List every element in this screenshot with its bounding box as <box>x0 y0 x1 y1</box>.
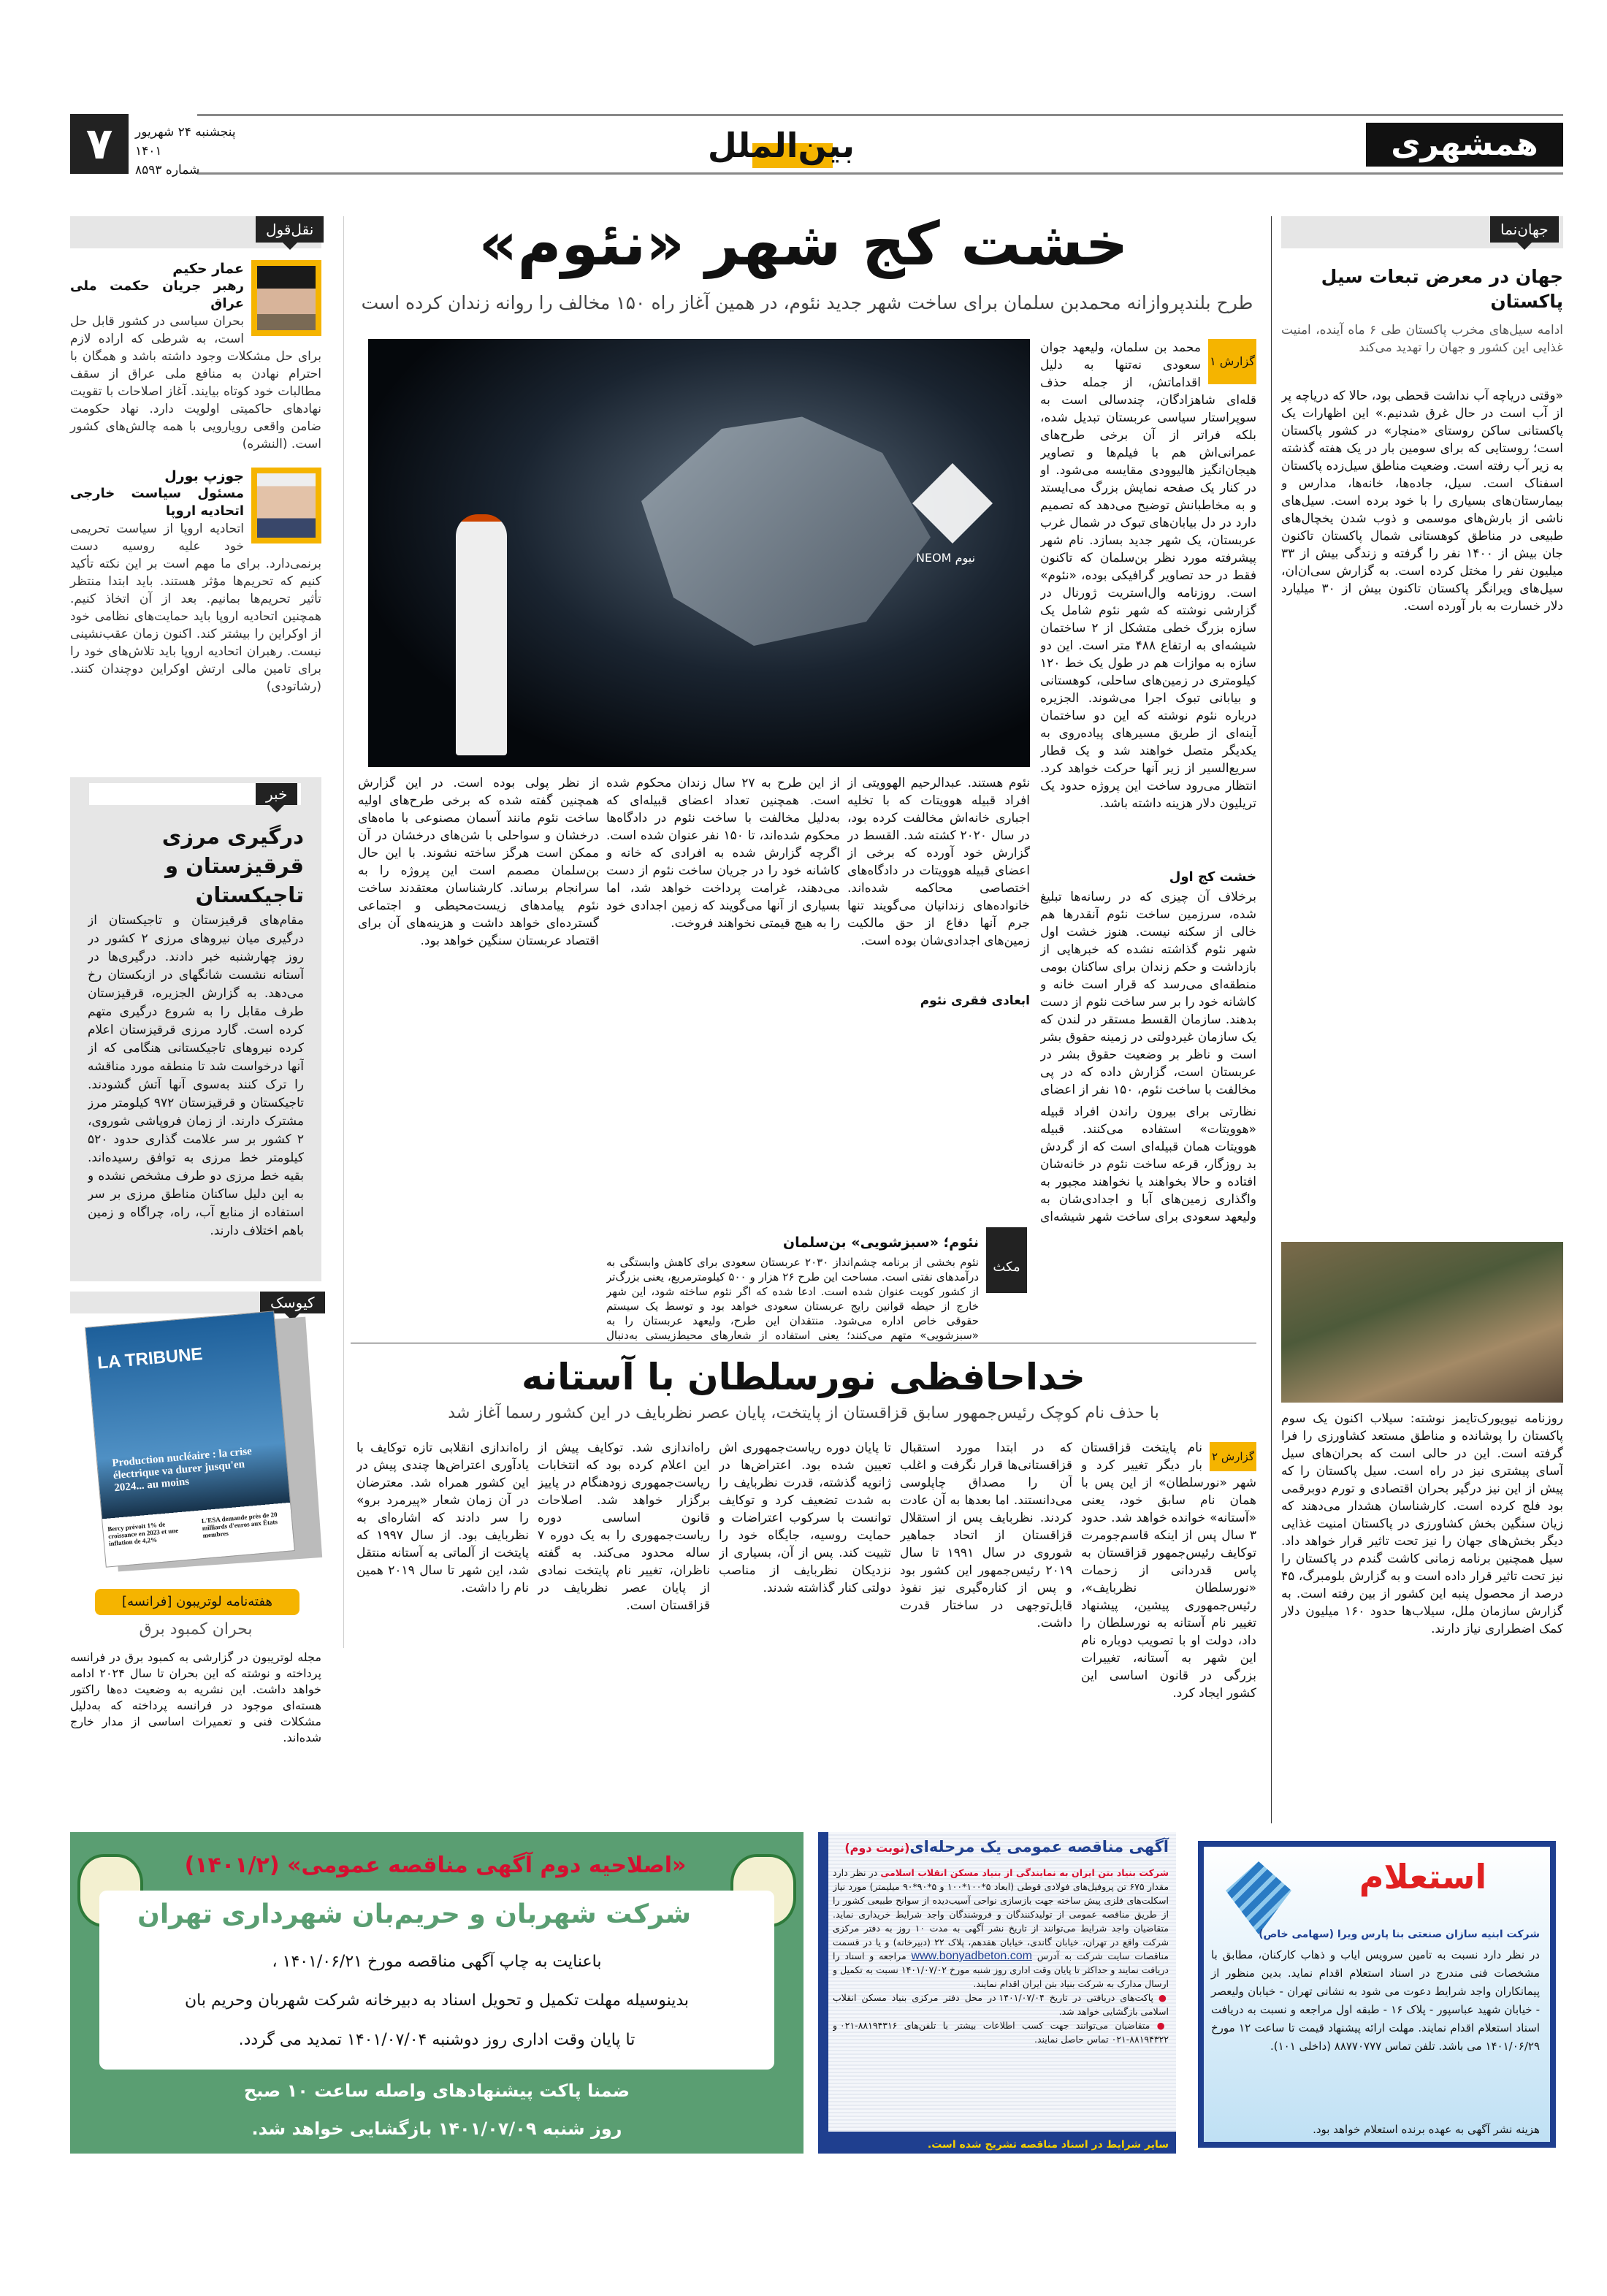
ad-tender-lead: شرکت بنیاد بتن ایران به نمایندگی از بنیاد مسکن انقلاب اسلامی <box>880 1867 1169 1878</box>
main-col-1b: برخلاف آن چیزی که در رسانه‌ها تبلیغ شده، سرزمین ساخت نئوم آنقدرها هم خالی از سکنه نیست. هنوز خشت اول شهر نئوم گذاشته نشده که خبرهایی از بازداشت و حکم زندان برای ساکنان بومی منطقه‌ای می‌رسد که قرار است خانه و کاشانه خود را بر سر ساخت نئوم از دست بدهند. سازمان القسط مستقر در لندن که یک سازمان غیردولتی در زمینه حقوق بشر است و ناظر بر وضعیت حقوق بشر در عربستان است، گزارش داده که در پی مخالفت با ساخت نئوم، ۱۵۰ نفر از اعضای <box>1040 890 1256 1097</box>
ad-tehran-line1: باعنایت به چاپ آگهی مناقصه مورخ ۱۴۰۱/۰۶/۲۱ ، <box>272 1953 602 1971</box>
second-col-5: راه‌اندازی انقلابی تازه توکایف با یادآوری اعتراض‌ها چندی پیش در این کشور همراه شد. معترضان در آن زمان شعار «پیرمرد برو» را سر دادند که اشاره‌ای به نظربایف بود. از سال ۱۹۹۷ که پایتخت از آلماتی به آستانه منتقل شد، این شهر تا سال ۲۰۱۹ همین نام را داشت. <box>356 1441 529 1595</box>
newspaper-logo[interactable]: همشهری <box>1366 123 1563 167</box>
quote-text: اتحادیه اروپا از سیاست تحریمی خود علیه روسیه دست برنمی‌دارد. برای ما مهم است بر این نکته تأکید کنیم که تحریم‌ها مؤثر هستند. باید ابتدا منتظر تأثیر تحریم‌ها بمانیم. بعد از آن اتخاذ کنیم. همچنین اتحادیه اروپا باید حمایت‌های نظامی خود از اوکراین را بیشتر کند. اکنون زمان عقب‌نشینی نیست. رهبران اتحادیه اروپا باید تلاش‌های خود را برای تامین مالی ارتش اوکراین دوچندان کنند. (رشاتودی) <box>70 522 321 694</box>
main-col-4: از نظر پولی بوده است. در این گزارش همچنین گفته شده که برخی طرح‌های اولیه ساخت نئوم مانند آسمان مصنوعی با ماه‌های درخشان و سواحلی با شن‌های درخشان در آن ممکن است هرگز ساخته نشوند. با این حال بن‌سلمان مصمم است این پروژه را به سرانجام برساند. کارشناسان معتقدند ساخت نئوم پیامدهای زیست‌محیطی و اجتماعی گسترده‌ای خواهد داشت و هزینه‌های آن برای اقتصاد عربستان سنگین خواهد بود. <box>358 776 599 948</box>
magazine-cover[interactable] <box>85 1311 295 1567</box>
kiosk-text: مجله لوتریبون در گزارشی به کمبود برق در فرانسه پرداخته و نوشته که این بحران تا سال ۲۰۲۴ ادامه خواهد داشت. این نشریه به وضعیت ده‌ها راکتور هسته‌ای موجود در فرانسه پرداخته که به‌دلیل مشکلات فنی و تعمیرات اساسی از مدار خارج شده‌اند. <box>70 1650 321 1744</box>
issue-number: شماره ۸۵۹۳ <box>135 163 200 178</box>
ad-tender-text: در نظر دارد مقدار ۶۷۵ تن پروفیل‌های فولادی قوطی (ابعاد ۵*۱۰۰*۱۰۰ و ۵*۹۰*۹۰ میلیمتر) مورد نیاز اسکلت‌های فلزی پیش ساخته جهت بازسازی نواحی آسیب‌دیده از سوانح طبیعی کشور را از طریق مناقصه عمومی از تولیدکنندگان و فروشندگان واجد شرایط خریداری نماید. متقاضیان واجد شرایط می‌توانند از تاریخ نشر آگهی به مدت ۱۰ روز به دفتر مرکزی شرکت واقع در تهران، خیابان گاندی، خیابان هفدهم، پلاک ۲۲ (دبیرخانه) و یا در قسمت مناقصات سایت شرکت به آدرس <box>833 1867 1169 1961</box>
quote-1 <box>70 260 321 453</box>
kiosk-tag: کیوسک <box>260 1292 325 1313</box>
subhead-dimensions: ابعادی فقری نئوم <box>920 993 1030 1008</box>
news-text: مقام‌های قرقیزستان و تاجیکستان از درگیری میان نیروهای مرزی ۲ کشور در روز چهارشنبه خبر دادند. درگیری‌ها در آستانه نشست شانگهای در ازبکستان رخ می‌دهد. به گزارش الجزیره، قرقیزستان طرف مقابل را به شروع درگیری متهم کرده است. گارد مرزی قرقیزستان اعلام کرده نیروهای تاجیکستانی هنگامی که از آنها درخواست شد تا منطقه مورد مناقشه را ترک کنند به‌سوی آنها آتش گشودند. تاجیکستان و قرقیزستان ۹۷۲ کیلومتر مرز مشترک دارند. از زمان فروپاشی شوروی، ۲ کشور بر سر علامت گذاری حدود ۵۲۰ کیلومتر خط مرزی به توافق رسیده‌اند. بقیه خط مرزی دو طرف مشخص نشده و به این دلیل ساکنان مناطق مرزی بر سر استفاده از منابع آب، راه، چراگاه و زمین باهم اختلاف دارند. <box>88 913 304 1238</box>
main-col-1-text: محمد بن سلمان، ولیعهد جوان سعودی نه‌تنها به دلیل اقداماتش، از جمله حذف قله‌ای شاهزادگان، چندسالی است به سوپراستار سیاسی عربستان تبدیل شده، بلکه فراتر از آن برخی طرح‌های عمرانی‌اش هم با فیلم‌ها و تصاویر هیجان‌انگیز هالیوودی مقایسه می‌شود. او در کنار یک صفحه نمایش بزرگ می‌ایستد و به مخاطبانش توضیح می‌دهد که تصمیم دارد در دل بیابان‌های تبوک در شمال غرب عربستان، یک شهر جدید بسازد. نام شهر پیشرفته مورد نظر بن‌سلمان که تاکنون فقط در حد تصاویر گرافیکی بوده، «نئوم» است. روزنامه وال‌استریت ژورنال در گزارشی نوشته که شهر نئوم شامل یک سازه بزرگ خطی متشکل از ۲ ساختمان شیشه‌ای به ارتفاع ۴۸۸ متر است. این دو سازه به موازات هم در طول یک خط ۱۲۰ کیلومتری در زمین‌های ساحلی، کوهستانی و بیابانی تبوک اجرا می‌شوند. الجزیره درباره نئوم نوشته که این دو ساختمان آینه‌ای از طریق مسیرهای پیاده‌روی به یکدیگر متصل خواهند شد و یک قطار سریع‌السیر از زیر آنها حرکت خواهد کرد. انتظار می‌رود ساخت این پروژه حدود یک تریلیون دلار هزینه داشته باشد. <box>1040 340 1256 811</box>
second-col-3: تا پایان دوره ریاست‌جمهوری اش تعیین شده بود. اعتراض‌ها در ژانویه گذشته، قدرت نظربایف را به شدت تضعیف کرد و توکایف توانست با سرکوب اعتراضات و حمایت روسیه، جایگاه خود را تثبیت کند. پس از آن، بسیاری از نزدیکان نظربایف از مناصب دولتی کنار گذاشته شدند. <box>719 1441 891 1595</box>
right-subtitle: ادامه سیل‌های مخرب پاکستان طی ۶ ماه آینده، امنیت غذایی این کشور و جهان را تهدید می‌کند <box>1281 323 1563 355</box>
ad-inquiry[interactable] <box>1198 1841 1556 2148</box>
cover-headline: Production nucléaire : la crise électrique va durer jusqu'en 2024... au moins <box>111 1445 253 1495</box>
ad-inquiry-text: در نظر دارد نسبت به تامین سرویس ایاب و ذهاب کارکنان، مطابق با مشخصات فنی مندرج در اسناد استعلام اقدام نماید. بدین منظور از پیمانکاران واجد شرایط دعوت می شود به نشانی تهران - خیابان ولیعصر - خیابان شهید عباسپور - پلاک ۱۶ - طبقه اول مراجعه و نسبت به دریافت اسناد استعلام اقدام نمایند. مهلت ارائه پیشنهاد قیمت تا ساعت ۱۲ مورخ ۱۴۰۱/۰۶/۲۹ می باشد. تلفن تماس ۸۸۷۷۰۷۷۷ (داخلی ۱۰۱). <box>1211 1948 1540 2053</box>
news-tag: خبر <box>256 783 297 805</box>
quotes-tag: نقل‌قول <box>256 216 324 243</box>
kiosk-title[interactable]: بحران کمبود برق <box>139 1620 253 1639</box>
main-col-2: نئوم هستند. عبدالرحیم الهوویتی از افراد قبیله هوویتات که با تخلیه اجباری خانه‌اش مخالفت کرده بود، در سال ۲۰۲۰ کشته شد. القسط در گزارش خود آورده که برخی از اعضای قبیله هوویتات در دادگاه‌های اختصاصی محاکمه شده‌اند. خانواده‌های زندانیان می‌گویند تنها جرم آنها دفاع از حق مالکیت زمین‌های اجدادی‌شان بوده است. <box>847 776 1030 948</box>
quote-text: بحران سیاسی در کشور قابل حل است، به شرطی که اراده لازم برای حل مشکلات وجود داشته باشد و همگان با احترام نهادن به منافع ملی عراق از سقف مطالبات خود کوتاه بیایند. آغاز اصلاحات با تقویت نهادهای حاکمیتی اولویت دارد. نهاد حکومت ضامن واقعی رویارویی با همه چالش‌های کشور است. (النشره) <box>70 314 321 451</box>
jahan-tag: جهان‌نما <box>1490 216 1559 243</box>
header-bottom-rule <box>197 172 1563 175</box>
kiosk-label: هفته‌نامه لوتریبون [فرانسه] <box>95 1589 299 1615</box>
ad-tender-footer: سایر شرایط در اسناد مناقصه تشریح شده است. <box>927 2139 1169 2151</box>
main-subtitle: طرح بلندپروازانه محمدبن سلمان برای ساخت شهر جدید نئوم، در همین آغاز راه ۱۵۰ مخالف را روانه زندان کرده است <box>361 292 1253 313</box>
ad-tender-bullet-1: ● پاکت‌های دریافتی در تاریخ ۱۴۰۱/۰۷/۰۴ در محل دفتر مرکزی بنیاد مسکن انقلاب اسلامی بازگشایی خواهد شد. <box>833 1992 1169 2017</box>
right-divider <box>1271 216 1272 1823</box>
cover-brand: LA TRIBUNE <box>96 1344 204 1373</box>
header-top-rule <box>197 114 1563 116</box>
quote-role: رهبر جریان حکمت ملی عراق <box>70 278 244 311</box>
quote-author: عمار حکیم <box>172 261 244 277</box>
right-title[interactable]: جهان در معرض تبعات سیل پاکستان <box>1321 266 1563 312</box>
ad-tender-url[interactable]: www.bonyadbeton.com <box>911 1950 1032 1962</box>
ad-tender-text2: مراجعه و اسناد را دریافت نمایند و حداکثر تا پایان وقت اداری روز شنبه مورخ ۱۴۰۱/۰۷/۰۲ نسبت به تکمیل و ارسال مدارک به شرکت بنیاد بتن ایران اقدام نمایند. <box>833 1950 1169 1989</box>
quote-photo-borrell <box>251 468 321 544</box>
main-col-3: از این طرح به ۲۷ سال زندان محکوم شده است. همچنین تعداد اعضای قبیله‌ای که به‌دلیل مخالفت با ساخت نئوم در دادگاه‌ها محکوم شده‌اند، تا ۱۵۰ نفر عنوان شده است. اگرچه گزارش شده به افرادی که خانه و کاشانه خود را در جریان ساخت نئوم از دست می‌دهند، غرامت پرداخت خواهد شد، اما بسیاری از آنها می‌گویند که زمین اجدادی خود را به هیچ قیمتی نخواهند فروخت. <box>606 776 840 931</box>
bullet-text: پاکت‌های دریافتی در تاریخ ۱۴۰۱/۰۷/۰۴ در محل دفتر مرکزی بنیاد مسکن انقلاب اسلامی بازگشایی خواهد شد. <box>833 1992 1169 2017</box>
main-col-1 <box>1040 339 1256 865</box>
ad-tehran-line2: بدینوسیله مهلت تکمیل و تحویل اسناد به دبیرخانه شرکت شهربان وحریم بان <box>184 1991 690 2010</box>
island-model <box>609 405 931 646</box>
neom-logo-text: NEOM نیوم <box>916 551 976 565</box>
ad-tender-title-text: آگهی مناقصه عمومی یک مرحله‌ای <box>909 1838 1169 1856</box>
ad-tehran[interactable] <box>70 1832 804 2154</box>
second-col-1-text: نام پایتخت قزاقستان بار دیگر تغییر کرد و شهر «نورسلطان» از این پس با همان نام سابق خود، یعنی «آستانه» خوانده خواهد شد. حدود ۳ سال پس از اینکه قاسم‌جومرت توکایف رئیس‌جمهور قزاقستان به پاس قدردانی از زحمات «نورسلطان نظربایف»، رئیس‌جمهوری پیشین، پیشنهاد تغییر نام آستانه به نورسلطان را داد، دولت او با تصویب دوباره نام این شهر به آستانه، تغییرات بزرگی در قانون اساسی این کشور ایجاد کرد. <box>1081 1441 1256 1701</box>
second-col-1 <box>1081 1439 1256 1819</box>
box-text: نئوم بخشی از برنامه چشم‌انداز ۲۰۳۰ عربستان سعودی برای کاهش وابستگی به درآمدهای نفتی است. مساحت این طرح ۲۶ هزار و ۵۰۰ کیلومترمربع، یعنی بزرگ‌تر از کشور کویت عنوان شده است. ادعا شده که اگر نئوم ساخته شود، این شهر خارج از حیطه قوانین رایج عربستان سعودی خواهد بود و توسط یک سیستم حقوقی خاص اداره می‌شود. منتقدان این طرح، ولیعهد عربستان را به «سبزشویی» متهم می‌کنند؛ یعنی استفاده از شعارهای محیط‌زیستی به‌دنبال <box>606 1256 979 1342</box>
issue-date <box>135 123 259 180</box>
page-number: ۷ <box>70 114 129 174</box>
right-text-1: «وقتی دریاچه آب نداشت قحطی بود، حالا که دریاچه پر از آب است در حال غرق شدنیم.» این اظهارات یک پاکستانی ساکن روستای «منچار» در کشور پاکستان است؛ روستایی که برای سومین بار در یک هفته گذشته به زیر آب رفته است. وضعیت مناطق سیل‌زده پاکستان اسفناک است. سیل، جاده‌ها، خانه‌ها، مدارس و بیمارستان‌های بسیاری را با خود برده است. سیل‌های ناشی از بارش‌های موسمی و ذوب شدن یخچال‌های طبیعی در مناطق کوهستانی شمال پاکستان تاکنون جان بیش از ۱۴۰۰ نفر را گرفته و زندگی بیش از ۳۳ میلیون نفر را مختل کرده است. به گزارش سی‌ان‌ان، سیل‌های ویرانگر پاکستان تاکنون بیش از ۳۰ میلیارد دلار خسارت به بار آورده است. <box>1281 389 1563 614</box>
right-text-2: روزنامه نیویورک‌تایمز نوشته: سیلاب اکنون یک سوم پاکستان را پوشانده و مناطق مستعد کشاورزی را فرا گرفته است. این در حالی است که بحران‌های سیل آسای پیشتری نیز در راه است. سیل پاکستان را که پیش از این نیز درگیر بحران اقتصادی و تورم دوبرقمی بود فلج کرده است. کارشناسان هشدار می‌دهند که زیان سنگین بخش کشاورزی در پاکستان امنیت غذایی دیگر بخش‌های جهان را نیز تحت تاثیر قرار خواهد داد. سیل همچنین برنامه زمانی کاشت گندم در پاکستان را نیز تحت تاثیر قرار داده است و به گزارش بلومبرگ، ۴۵ درصد از محصول پنبه این کشور از بین رفته است. به گزارش سازمان ملل، سیلاب‌ها حدود ۱۶۰ میلیون دلار کمک اضطراری نیاز دارند. <box>1281 1411 1563 1636</box>
ad-tender[interactable] <box>818 1832 1176 2154</box>
ad-tehran-title: «اصلاحیه دوم آگهی مناقصه عمومی» (۱۴۰۱/۲) <box>184 1853 687 1878</box>
ad-tender-title <box>833 1838 1169 1856</box>
ad-tender-round: (نوبت دوم) <box>844 1841 910 1855</box>
ad-inquiry-title: استعلام <box>1359 1857 1487 1896</box>
subhead-first-brick: خشت کج اول <box>1169 869 1256 885</box>
ad-inquiry-company: شرکت ابنیه سازان صنعتی بنا پارس ویرا (سهامی خاص) <box>1259 1929 1540 1940</box>
bullet-text: متقاضیان می‌توانند جهت کسب اطلاعات بیشتر با تلفن‌های ۸۸۱۹۴۳۱۶-۰۲۱ و ۸۸۱۹۴۳۲۲-۰۲۱ تماس حاصل نمایند. <box>833 2020 1169 2045</box>
second-subtitle: با حذف نام کوچک رئیس‌جمهور سابق قزاقستان از پایتخت، پایان عصر نظربایف در این کشور رسما آغاز شد <box>448 1404 1159 1422</box>
ad-tender-body <box>833 1866 1169 2124</box>
main-col-1c: نظارتی برای بیرون راندن افراد قبیله «هوویتات» استفاده می‌کنند. قبیله هوویتات همان قبیله‌ای است که از گردش بد روزگار، قرعه ساخت نئوم در خانه‌شان افتاده و حالا بخواهند یا نخواهند مجبور به واگذاری زمین‌های آبا و اجدادی‌شان به ولیعهد سعودی برای ساخت شهر شیشه‌ای <box>1040 1105 1256 1224</box>
ad-tehran-line3: تا پایان وقت اداری روز دوشنبه ۱۴۰۱/۰۷/۰۴ تمدید می گردد. <box>238 2031 635 2049</box>
cover-sub-1: Bercy prévoit 1% de croissance en 2023 et une inflation de 4,2% <box>107 1520 179 1548</box>
figure-in-thobe <box>456 514 507 755</box>
box-title: نئوم؛ «سبزشویی» بن‌سلمان <box>782 1235 979 1251</box>
quote-role: مسئول سیاست خارجی اتحادیه اروپا <box>70 486 244 519</box>
second-col-4: راه‌اندازی شد. توکایف پیش از این اعلام کرده بود که انتخابات ریاست‌جمهوری زودهنگام در پاییز برگزار خواهد شد. اصلاحات قانون اساسی دوره ریاست‌جمهوری را به یک دوره ۷ ساله محدود می‌کند. به گفته ناظران، تغییر نام پایتخت نمادی از پایان عصر نظربایف در قزاقستان است. <box>538 1441 710 1613</box>
ad-tehran-company: شرکت شهربان و حریم‌بان شهرداری تهران <box>137 1899 691 1929</box>
cover-sub-2: L'ESA demande près de 20 milliards d'euros aux États membres <box>201 1511 278 1539</box>
building-logo-icon <box>1226 1861 1291 1934</box>
ad-inquiry-footer: هزینه نشر آگهی به عهده برنده استعلام خواهد بود. <box>1313 2123 1540 2136</box>
quote-2 <box>70 468 321 695</box>
quote-author: جوزپ بورل <box>164 468 244 484</box>
main-headline[interactable]: خشت کج شهر «نئوم» <box>478 210 1129 279</box>
left-divider <box>343 216 344 1648</box>
news-title[interactable]: درگیری مرزی قرقیزستان و تاجیکستان <box>161 824 304 907</box>
date: پنجشنبه ۲۴ شهریور ۱۴۰۱ <box>135 125 236 159</box>
ad-tehran-line5: روز شنبه ۱۴۰۱/۰۷/۰۹ بازگشایی خواهد شد. <box>251 2118 622 2139</box>
box-tag-pause: مکث <box>986 1227 1027 1293</box>
report-tag-1: گزارش ۱ <box>1208 339 1256 384</box>
report-tag-2: گزارش ۲ <box>1210 1442 1256 1471</box>
quote-photo-hakim <box>251 260 321 336</box>
ad-tender-bullet-2: ● متقاضیان می‌توانند جهت کسب اطلاعات بیشتر با تلفن‌های ۸۸۱۹۴۳۱۶-۰۲۱ و ۸۸۱۹۴۳۲۲-۰۲۱ تماس حاصل نمایند. <box>833 2020 1169 2045</box>
second-col-2: که در ابتدا مورد استقبال قزاقستانی‌ها قرار نگرفت و اغلب آن را مصداق چاپلوسی می‌دانستند. اما بعدها به آن عادت کردند. نظربایف پس از استقلال قزاقستان از اتحاد جماهیر شوروی در سال ۱۹۹۱ تا سال ۲۰۱۹ رئیس‌جمهور این کشور بود و پس از کناره‌گیری نیز نفوذ قابل‌توجهی در ساختار قدرت داشت. <box>900 1441 1072 1631</box>
second-headline[interactable]: خداحافظی نورسلطان با آستانه <box>522 1356 1085 1398</box>
main-photo <box>368 339 1030 767</box>
flood-photo <box>1281 1242 1563 1403</box>
section-title: بین‌الملل <box>707 126 855 165</box>
ad-tehran-line4: ضمنا پاکت پیشنهادهای واصله ساعت ۱۰ صبح <box>243 2080 630 2101</box>
